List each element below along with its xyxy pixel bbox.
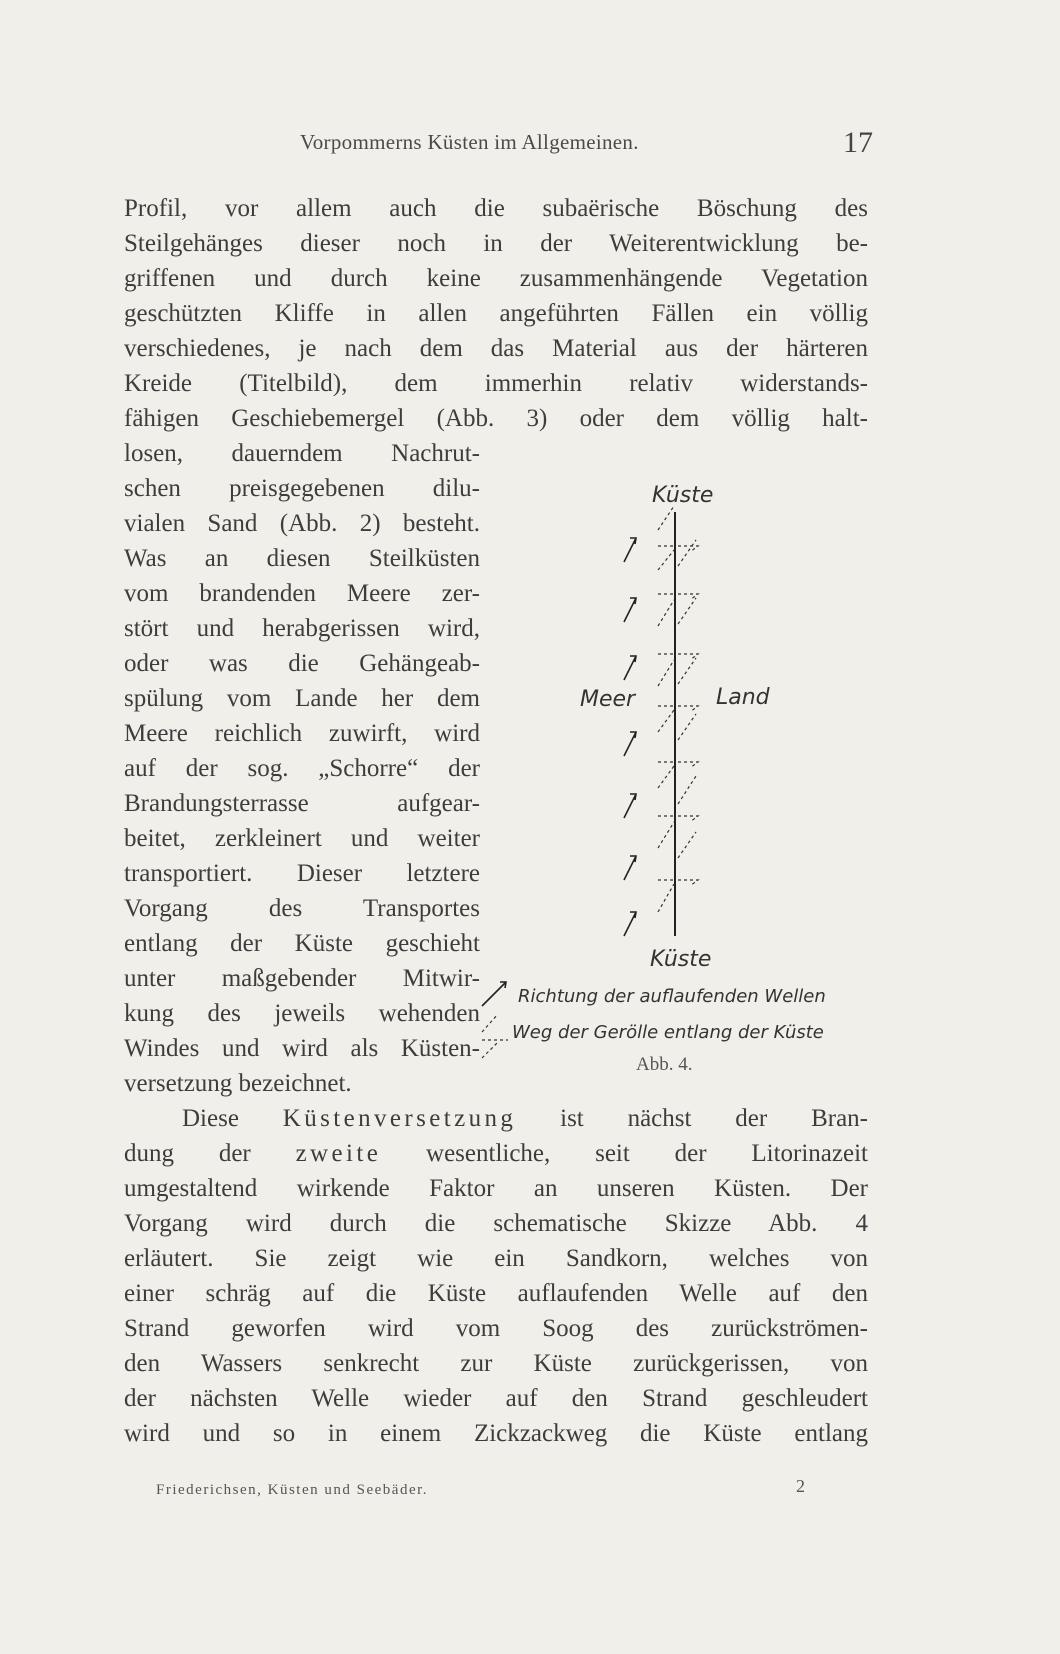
gravel-path-icon: [482, 1014, 508, 1058]
text-line: den Wassers senkrecht zur Küste zurückgerissen, von: [124, 1350, 868, 1377]
text-span: dung der: [124, 1140, 296, 1167]
wave-arrows: [624, 538, 636, 936]
text-span: ist nächst der Bran-: [516, 1105, 868, 1132]
text-line: einer schräg auf die Küste auflaufenden Welle auf den: [124, 1280, 868, 1307]
text-line: Meere reichlich zuwirft, wird: [124, 720, 480, 747]
text-line: losen, dauerndem Nachrut-: [124, 440, 480, 467]
text-line: schen preisgegebenen dilu-: [124, 475, 480, 502]
page-number: 17: [843, 126, 873, 159]
text-line: transportiert. Dieser letztere: [124, 860, 480, 887]
text-line: spülung vom Lande her dem: [124, 685, 480, 712]
running-title: Vorpommerns Küsten im Allgemeinen.: [300, 130, 639, 154]
label-land: Land: [716, 685, 770, 710]
footer-signature: Friederichsen, Küsten und Seebäder.: [156, 1482, 429, 1498]
text-line: vialen Sand (Abb. 2) besteht.: [124, 510, 480, 537]
text-line: verschiedenes, je nach dem das Material aus der härteren: [124, 335, 868, 362]
wave-arrow-icon: [482, 982, 506, 1006]
label-coast-bottom: Küste: [650, 947, 712, 972]
emphasis-spaced: Küstenversetzung: [282, 1105, 517, 1132]
text-line: vom brandenden Meere zer-: [124, 580, 480, 607]
text-line: Profil, vor allem auch die subaërische Böschung des: [124, 195, 868, 222]
text-line: fähigen Geschiebemergel (Abb. 3) oder dem völlig halt-: [124, 405, 868, 432]
label-coast-top: Küste: [652, 483, 714, 508]
legend-path: Weg der Gerölle entlang der Küste: [512, 1022, 824, 1043]
text-line: erläutert. Sie zeigt wie ein Sandkorn, welches von: [124, 1245, 868, 1272]
text-line: umgestaltend wirkende Faktor an unseren Küsten. Der: [124, 1175, 868, 1202]
text-span: wesentliche, seit der Litorinazeit: [381, 1140, 868, 1167]
text-line: griffenen und durch keine zusammenhängende Vegetation: [124, 265, 868, 292]
text-line: Windes und wird als Küsten-: [124, 1035, 480, 1062]
legend-symbols: [478, 976, 514, 1060]
text-line: wird und so in einem Zickzackweg die Küste entlang: [124, 1420, 868, 1447]
text-line: kung des jeweils wehenden: [124, 1000, 480, 1027]
text-line: Brandungsterrasse aufgear-: [124, 790, 480, 817]
legend-waves: Richtung der auflaufenden Wellen: [518, 986, 826, 1007]
text-line: der nächsten Welle wieder auf den Strand geschleudert: [124, 1385, 868, 1412]
text-line: Kreide (Titelbild), dem immerhin relativ widerstands-: [124, 370, 868, 397]
text-line: [124, 1137, 868, 1171]
text-line: Was an diesen Steilküsten: [124, 545, 480, 572]
gravel-path: [658, 506, 698, 912]
text-line: Steilgehänges dieser noch in der Weiterentwicklung be-: [124, 230, 868, 257]
text-line: Vorgang des Transportes: [124, 895, 480, 922]
label-sea: Meer: [580, 687, 636, 712]
signature-mark: 2: [796, 1476, 805, 1496]
text-line: Strand geworfen wird vom Soog des zurückströmen-: [124, 1315, 868, 1342]
text-line: versetzung bezeichnet.: [124, 1070, 352, 1097]
emphasis-spaced: zweite: [295, 1140, 382, 1167]
coast-diagram: [540, 470, 840, 990]
text-line: unter maßgebender Mitwir-: [124, 965, 480, 992]
text-line: stört und herabgerissen wird,: [124, 615, 480, 642]
text-line: beitet, zerkleinert und weiter: [124, 825, 480, 852]
text-line: auf der sog. „Schorre“ der: [124, 755, 480, 782]
text-line: [182, 1102, 868, 1136]
text-span: Diese: [182, 1105, 283, 1132]
text-line: oder was die Gehängeab-: [124, 650, 480, 677]
figure-caption: Abb. 4.: [636, 1054, 693, 1075]
text-line: entlang der Küste geschieht: [124, 930, 480, 957]
text-line: Vorgang wird durch die schematische Skizze Abb. 4: [124, 1210, 868, 1237]
text-line: geschützten Kliffe in allen angeführten Fällen ein völlig: [124, 300, 868, 327]
